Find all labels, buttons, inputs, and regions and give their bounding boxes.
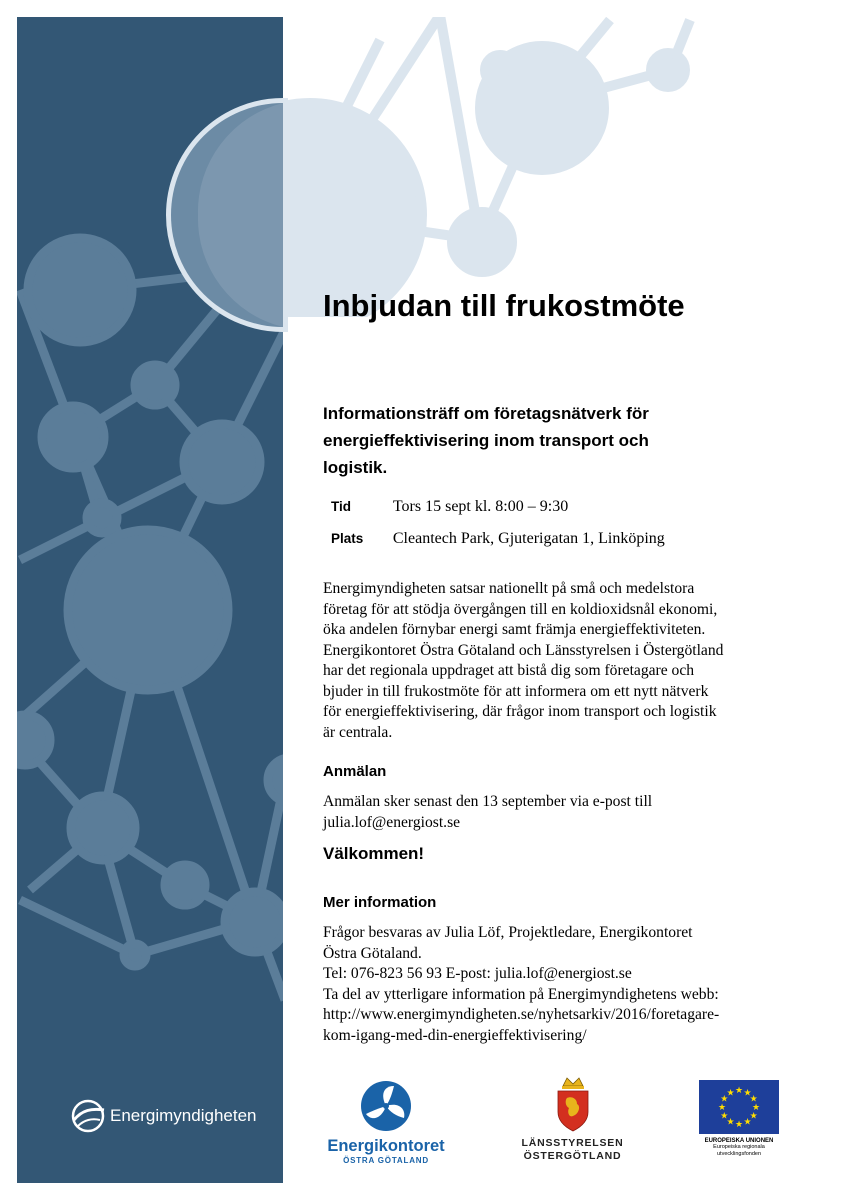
more-info-url[interactable]: kom-igang-med-din-energieffektivisering/ bbox=[323, 1026, 587, 1044]
eu-star-icon: ★ bbox=[749, 1093, 758, 1104]
eu-logo bbox=[694, 1080, 784, 1158]
lansstyrelsen-line2: ÖSTERGÖTLAND bbox=[523, 1150, 622, 1162]
eu-fund-line2: utvecklingsfonden bbox=[716, 1151, 762, 1157]
body-line: Energikontoret Östra Götaland och Länsstyrelsen i Östergötland bbox=[323, 641, 724, 659]
eu-star-icon: ★ bbox=[749, 1110, 758, 1121]
time-value: Tors 15 sept kl. 8:00 – 9:30 bbox=[392, 498, 569, 515]
eu-star-icon: ★ bbox=[720, 1110, 729, 1121]
coat-of-arms-icon bbox=[555, 1076, 591, 1132]
more-info-contact[interactable]: Tel: 076-823 56 93 E-post: julia.lof@energiost.se bbox=[323, 965, 632, 982]
time-row bbox=[331, 498, 568, 516]
eu-star-icon: ★ bbox=[743, 1087, 752, 1098]
eu-flag-icon bbox=[699, 1080, 779, 1134]
energimyndigheten-swirl-icon bbox=[70, 1098, 106, 1134]
eu-star-icon: ★ bbox=[717, 1102, 727, 1112]
subtitle-line: Informationsträff om företagsnätverk för bbox=[323, 404, 649, 423]
body-line: bjuder in till frukostmöte för att informera om ett nytt nätverk bbox=[323, 682, 709, 700]
eu-star-icon: ★ bbox=[726, 1087, 735, 1098]
energikontoret-fan-icon bbox=[360, 1080, 412, 1132]
registration-email[interactable]: julia.lof@energiost.se bbox=[323, 813, 461, 831]
registration-line: Anmälan sker senast den 13 september via e-post till bbox=[323, 793, 653, 810]
more-info-line: Ta del av ytterligare information på Energimyndighetens webb: bbox=[323, 985, 719, 1003]
eu-star-icon: ★ bbox=[734, 1119, 744, 1129]
more-info-line: Frågor besvaras av Julia Löf, Projektledare, Energikontoret bbox=[323, 924, 693, 941]
eu-star-icon: ★ bbox=[743, 1116, 752, 1127]
body-line: är centrala. bbox=[323, 723, 393, 741]
body-line: öka andelen förnybar energi samt främja energieffektiviteten. bbox=[323, 621, 706, 638]
place-value: Cleantech Park, Gjuterigatan 1, Linköping bbox=[392, 530, 665, 547]
registration-heading: Anmälan bbox=[323, 763, 387, 780]
body-line: företag för att stödja övergången till en koldioxidsnål ekonomi, bbox=[323, 600, 718, 618]
more-info-heading: Mer information bbox=[323, 894, 437, 911]
time-label: Tid bbox=[331, 499, 351, 514]
energikontoret-logo bbox=[312, 1080, 460, 1165]
subtitle-line: logistik. bbox=[323, 458, 388, 477]
body-line: har det regionala uppdraget att bistå dig som företagare och bbox=[323, 662, 695, 679]
subtitle bbox=[323, 400, 763, 481]
eu-fund-line1: Europeiska regionala bbox=[713, 1144, 765, 1150]
energimyndigheten-logo bbox=[70, 1098, 256, 1134]
welcome-heading: Välkommen! bbox=[323, 844, 425, 863]
registration-text bbox=[323, 792, 773, 833]
body-line: Energimyndigheten satsar nationellt på små och medelstora bbox=[323, 580, 695, 597]
eu-star-icon: ★ bbox=[726, 1116, 735, 1127]
lansstyrelsen-line1: LÄNSSTYRELSEN bbox=[521, 1137, 624, 1149]
energikontoret-name: Energikontoret bbox=[327, 1137, 445, 1155]
lansstyrelsen-logo bbox=[515, 1076, 630, 1163]
body-line: för energieffektivisering, där frågor inom transport och logistik bbox=[323, 703, 717, 720]
eu-star-icon: ★ bbox=[720, 1093, 729, 1104]
more-info-text bbox=[323, 923, 773, 1046]
energimyndigheten-logo-text: Energimyndigheten bbox=[110, 1106, 257, 1125]
energikontoret-subtitle: ÖSTRA GÖTALAND bbox=[343, 1156, 429, 1165]
more-info-line: Östra Götaland. bbox=[323, 944, 422, 962]
body-paragraph bbox=[323, 579, 773, 743]
more-info-url[interactable]: http://www.energimyndigheten.se/nyhetsarkiv/2016/foretagare- bbox=[323, 1006, 720, 1023]
subtitle-line: energieffektivisering inom transport och bbox=[323, 431, 649, 450]
place-row bbox=[331, 530, 665, 548]
eu-star-icon: ★ bbox=[751, 1102, 761, 1112]
eu-star-icon: ★ bbox=[734, 1085, 744, 1095]
page-title: Inbjudan till frukostmöte bbox=[323, 288, 685, 323]
eu-name: EUROPEISKA UNIONEN bbox=[704, 1138, 774, 1144]
place-label: Plats bbox=[331, 531, 364, 546]
